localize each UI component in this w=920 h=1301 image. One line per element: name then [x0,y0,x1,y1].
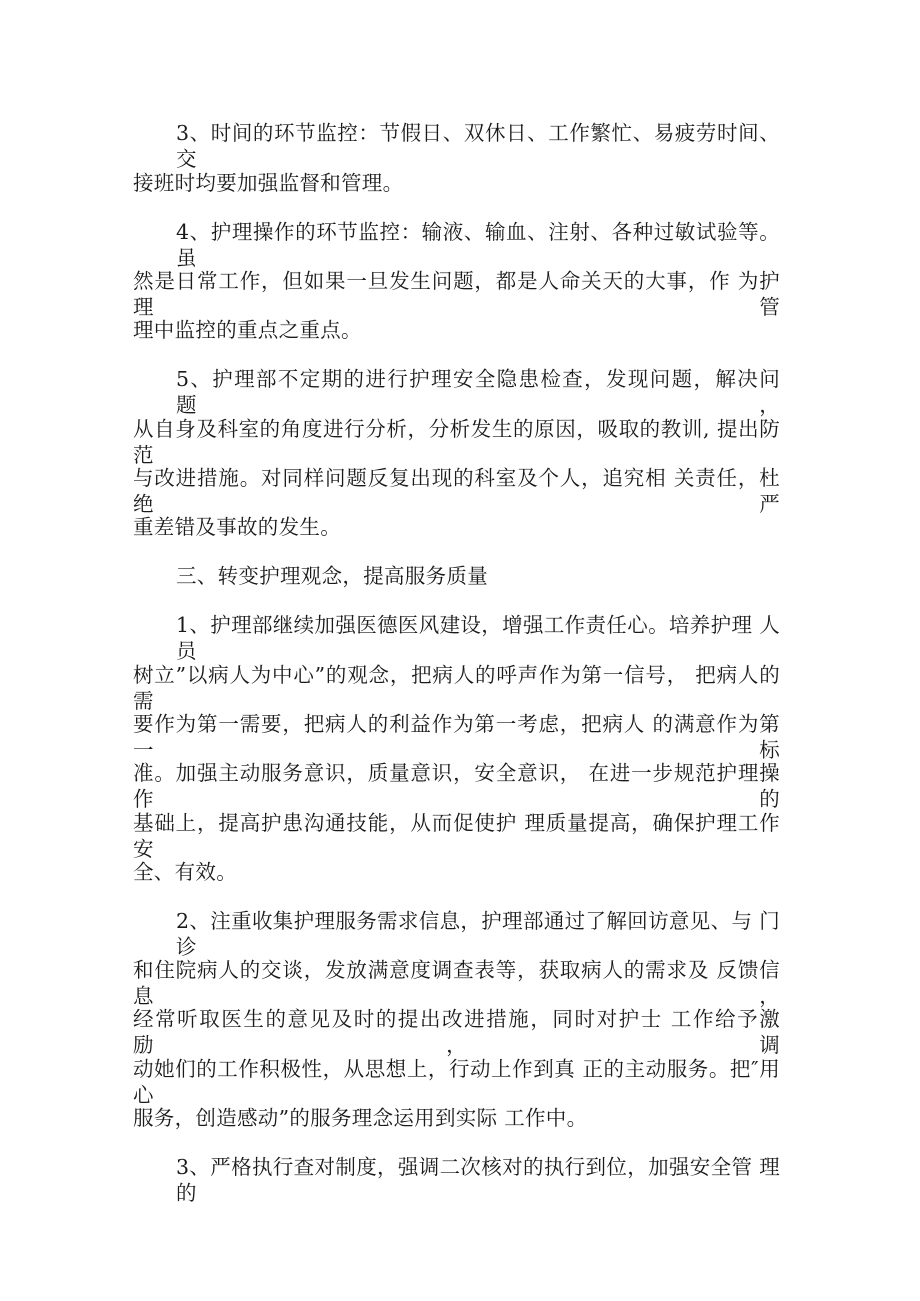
paragraph-3-line-3: 与改进措施。对同样问题反复出现的科室及个人，追究相 关责任，杜绝严 [133,466,780,516]
paragraph-3-line-4: 重差错及事故的发生。 [133,515,341,539]
paragraph-3-line-1: 5、护理部不定期的进行护理安全隐患检查，发现问题，解决问 题， [176,367,780,417]
section-heading-3: 三、转变护理观念，提高服务质量 [176,564,488,588]
paragraph-6-line-1: 3、严格执行查对制度，强调二次核对的执行到位，加强安全管 理的 [176,1155,780,1205]
paragraph-5-line-1: 2、注重收集护理服务需求信息，护理部通过了解回访意见、与 门诊 [176,909,780,959]
paragraph-5-line-3: 经常听取医生的意见及时的提出改进措施，同时对护士 工作给予激励，调 [133,1007,780,1057]
paragraph-4-line-2: 树立”以病人为中心”的观念，把病人的呼声作为第一信号， 把病人的需 [133,663,780,713]
paragraph-4-line-5: 基础上，提高护患沟通技能，从而促使护 理质量提高，确保护理工作安 [133,811,780,861]
paragraph-2-line-1: 4、护理操作的环节监控：输液、输血、注射、各种过敏试验等。 虽 [176,220,780,270]
paragraph-4-line-3: 要作为第一需要，把病人的利益作为第一考虑，把病人 的满意作为第一标 [133,712,780,762]
paragraph-1-line-2: 接班时均要加强监督和管理。 [133,171,404,195]
paragraph-5-line-4: 动她们的工作积极性，从思想上，行动上作到真 正的主动服务。把″用心 [133,1057,780,1107]
paragraph-3-line-2: 从自身及科室的角度进行分析，分析发生的原因，吸取的教训, 提出防范 [133,417,780,467]
paragraph-1-line-1: 3、时间的环节监控：节假日、双休日、工作繁忙、易疲劳时间、 交 [176,121,780,171]
paragraph-4-line-6: 全、有效。 [133,860,237,884]
paragraph-4-line-1: 1、护理部继续加强医德医风建设，增强工作责任心。培养护理 人员 [176,613,780,663]
paragraph-4-line-4: 准。加强主动服务意识，质量意识，安全意识， 在进一步规范护理操作的 [133,761,780,811]
paragraph-2-line-3: 理中监控的重点之重点。 [133,318,362,342]
paragraph-5-line-2: 和住院病人的交谈，发放满意度调查表等，获取病人的需求及 反馈信息， [133,958,780,1008]
paragraph-2-line-2: 然是日常工作，但如果一旦发生问题，都是人命关天的大事，作 为护理管 [133,269,780,319]
paragraph-5-line-5: 服务，创造感动”的服务理念运用到实际 工作中。 [133,1106,588,1130]
